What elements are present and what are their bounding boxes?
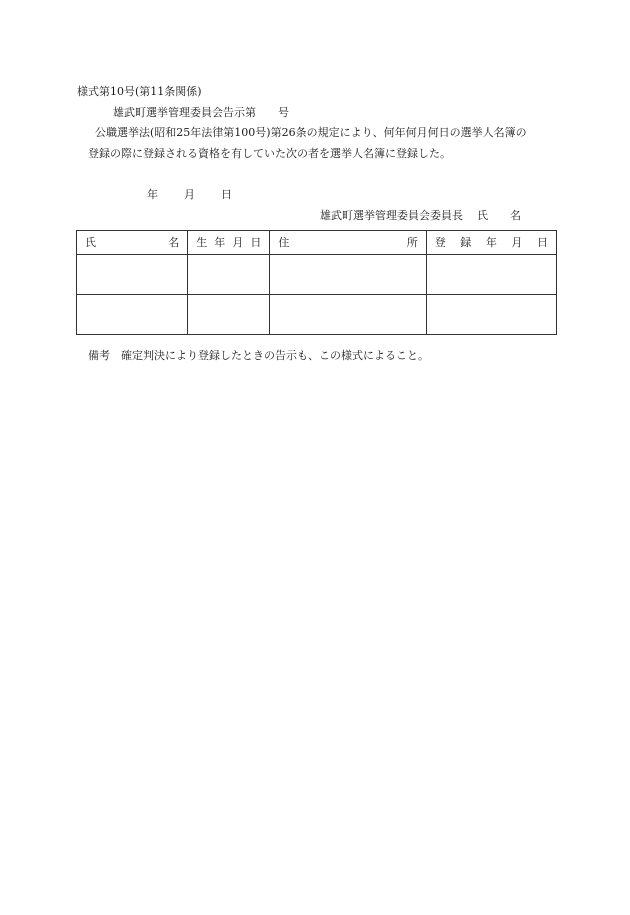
header-char: 登 [434,236,446,249]
header-char: 月 [232,236,244,249]
form-number: 様式第10号(第11条関係) [77,85,202,98]
table-cell-birth-date [188,295,270,335]
table-cell-birth-date [188,255,270,295]
date-line [147,189,232,200]
year-label: 年 [147,188,158,201]
table-cell-registration-date [426,295,556,335]
table-cell-registration-date [426,255,556,295]
table-cell-address [270,295,426,335]
header-char: 生 [196,236,208,249]
header-address [270,231,426,255]
header-char: 名 [168,236,180,249]
signer-line [320,210,521,221]
signer-title: 雄武町選挙管理委員会委員長 [320,209,463,222]
header-birth-date [188,231,270,255]
signer-name-label: 氏 名 [477,209,521,222]
header-name [77,231,188,255]
table-row [77,255,557,295]
header-char: 住 [278,236,290,249]
notice-title: 雄武町選挙管理委員会告示第 号 [113,106,289,119]
day-label: 日 [221,188,232,201]
header-char: 録 [460,236,472,249]
table-cell-name [77,295,188,335]
header-char: 年 [214,236,226,249]
body-text-line: 登録の際に登録される資格を有していた次の者を選挙人名簿に登録した。 [88,147,451,160]
remarks-note: 備考 確定判決により登録したときの告示も、この様式によること。 [88,349,429,362]
table-cell-address [270,255,426,295]
header-char: 日 [537,236,548,249]
header-char: 年 [485,236,497,249]
table-row [77,295,557,335]
header-char: 氏 [85,236,96,249]
header-char: 月 [511,236,523,249]
body-text-line: 公職選挙法(昭和25年法律第100号)第26条の規定により、何年何月何日の選挙人名簿の [95,126,527,139]
registration-table [76,230,557,335]
table-header-row [77,231,557,255]
header-char: 日 [250,236,262,249]
table-cell-name [77,255,188,295]
header-registration-date [426,231,556,255]
header-char: 所 [406,236,418,249]
month-label: 月 [184,188,195,201]
